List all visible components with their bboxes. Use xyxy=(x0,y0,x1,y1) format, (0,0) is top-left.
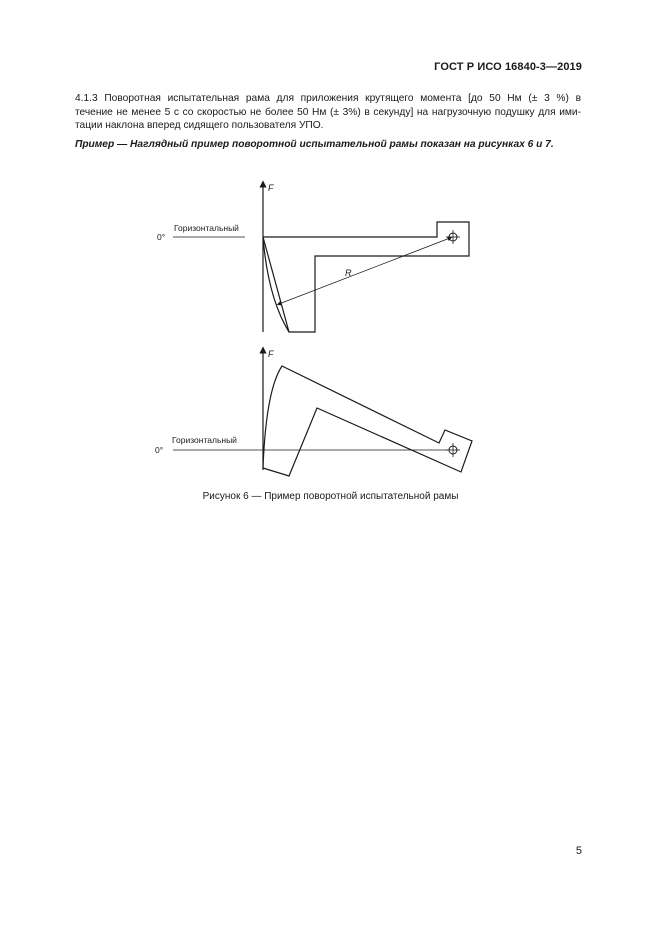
top-force-label: F xyxy=(268,183,274,193)
document-header-code: ГОСТ Р ИСО 16840-3—2019 xyxy=(434,61,582,73)
top-angle-label: 0° xyxy=(157,232,166,242)
top-radius-line xyxy=(279,238,450,304)
bottom-angle-label: 0° xyxy=(155,445,164,455)
paragraph-line-2: течение не менее 5 с со скоростью не более 50 Нм (± 3%) в секунду] на нагрузочную подушку для ими- xyxy=(75,106,581,118)
top-horizontal-label: Горизонтальный xyxy=(174,223,239,233)
figure-caption: Рисунок 6 — Пример поворотной испытательной рамы xyxy=(202,491,459,502)
bottom-force-label: F xyxy=(268,349,274,359)
paragraph-line-3: тации наклона вперед сидящего пользователя УПО. xyxy=(75,120,324,132)
page-number: 5 xyxy=(575,845,582,857)
top-radius-label: R xyxy=(345,268,352,278)
bottom-frame-outline xyxy=(263,366,472,476)
example-note: Пример — Наглядный пример поворотной испытательной рамы показан на рисунках 6 и 7. xyxy=(75,139,554,150)
bottom-diagram xyxy=(155,349,472,476)
bottom-horizontal-label: Горизонтальный xyxy=(172,435,237,445)
top-frame-outline xyxy=(263,222,469,332)
top-diagram xyxy=(157,183,469,332)
paragraph-line-1: 4.1.3 Поворотная испытательная рама для приложения крутящего момента [до 50 Нм (± 3 %) в xyxy=(75,93,581,104)
